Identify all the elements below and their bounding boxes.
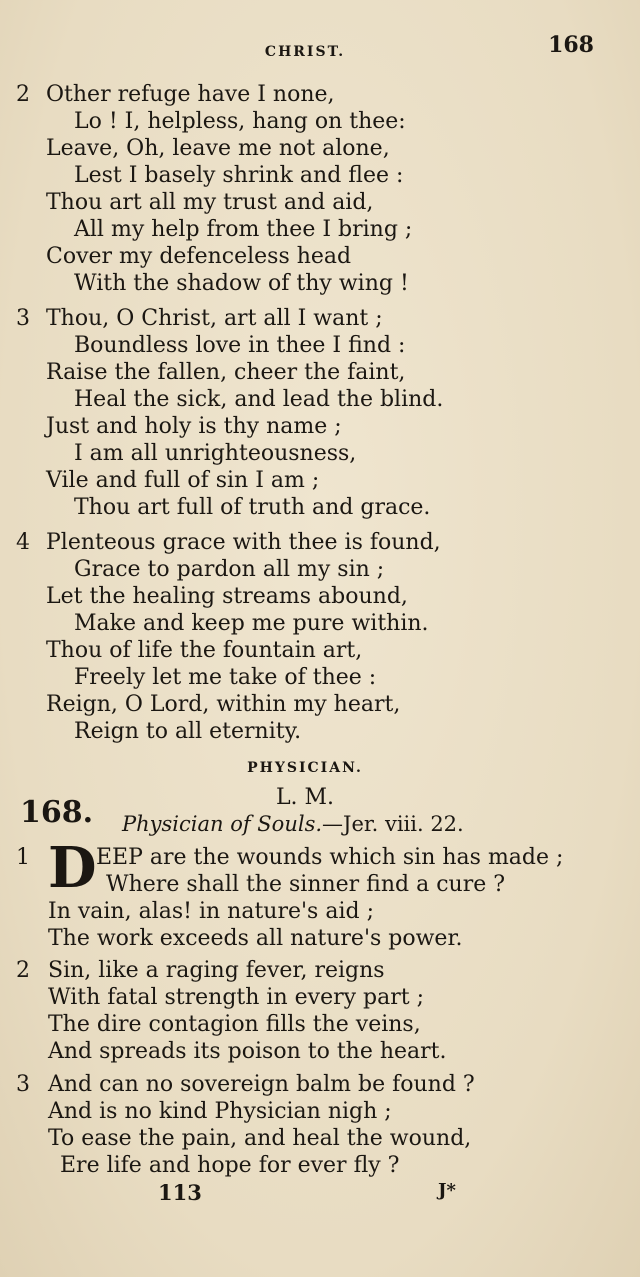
verse-line: Thou art full of truth and grace. (74, 495, 431, 520)
page-number: 168 (548, 32, 594, 58)
verse-line: EEP are the wounds which sin has made ; (96, 845, 564, 870)
verse-line: Plenteous grace with thee is found, (46, 530, 441, 555)
verse-line: The work exceeds all nature's power. (48, 926, 463, 951)
verse-line: All my help from thee I bring ; (74, 217, 413, 242)
verse-line: And is no kind Physician nigh ; (48, 1099, 392, 1124)
hymn-meter: L. M. (275, 785, 335, 810)
verse-line: And spreads its poison to the heart. (48, 1039, 447, 1064)
verse-line: Make and keep me pure within. (74, 611, 429, 636)
verse-number: 4 (16, 530, 30, 555)
verse-number: 3 (16, 306, 30, 331)
verse-line: Sin, like a raging fever, reigns (48, 958, 385, 983)
running-header: CHRIST. (264, 44, 346, 60)
verse-line: Thou, O Christ, art all I want ; (46, 306, 383, 331)
drop-cap: D (48, 835, 97, 901)
verse-line: To ease the pain, and heal the wound, (48, 1126, 472, 1151)
verse-number: 2 (16, 82, 30, 107)
verse-line: Leave, Oh, leave me not alone, (46, 136, 390, 161)
verse-line: Heal the sick, and lead the blind. (74, 387, 444, 412)
verse-line: Boundless love in thee I find : (74, 333, 406, 358)
verse-line: I am all unrighteousness, (74, 441, 357, 466)
verse-number: 3 (16, 1072, 30, 1097)
hymn-number: 168. (20, 795, 94, 830)
verse-line: Grace to pardon all my sin ; (74, 557, 385, 582)
verse-line: Ere life and hope for ever fly ? (60, 1153, 400, 1178)
verse-line: Vile and full of sin I am ; (46, 468, 320, 493)
verse-line: Reign to all eternity. (74, 719, 302, 744)
signature-mark: J* (438, 1180, 456, 1201)
verse-line: Thou art all my trust and aid, (46, 190, 374, 215)
verse-line: Lo ! I, helpless, hang on thee: (74, 109, 406, 134)
verse-line: In vain, alas! in nature's aid ; (48, 899, 374, 924)
verse-line: Where shall the sinner find a cure ? (106, 872, 506, 897)
verse-line: Freely let me take of thee : (74, 665, 377, 690)
verse-line: Thou of life the fountain art, (46, 638, 363, 663)
verse-line: With fatal strength in every part ; (48, 985, 424, 1010)
verse-line: Raise the fallen, cheer the faint, (46, 360, 406, 385)
verse-line: And can no sovereign balm be found ? (48, 1072, 475, 1097)
subtitle-text: Physician of Souls. (122, 812, 323, 836)
verse-number: 2 (16, 958, 30, 983)
verse-line: With the shadow of thy wing ! (74, 271, 409, 296)
verse-line: Cover my defenceless head (46, 244, 352, 269)
verse-line: Just and holy is thy name ; (46, 414, 342, 439)
verse-line: Lest I basely shrink and flee : (74, 163, 404, 188)
verse-line: Reign, O Lord, within my heart, (46, 692, 401, 717)
scripture-reference: —Jer. viii. 22. (322, 812, 464, 836)
hymn-subtitle (122, 812, 464, 836)
verse-line: Let the healing streams abound, (46, 584, 408, 609)
footer-page-number: 113 (158, 1180, 202, 1205)
verse-number: 1 (16, 845, 30, 870)
section-title: PHYSICIAN. (247, 760, 363, 776)
verse-line: The dire contagion fills the veins, (48, 1012, 421, 1037)
verse-line: Other refuge have I none, (46, 82, 335, 107)
